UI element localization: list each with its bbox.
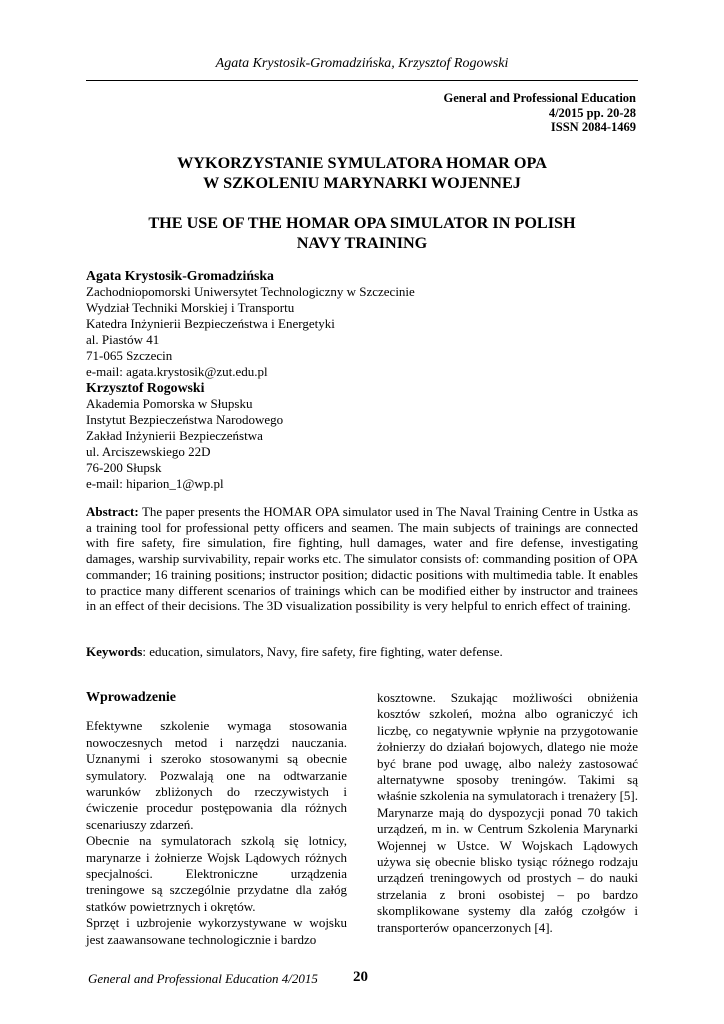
- author-name: Agata Krystosik-Gromadzińska: [86, 268, 274, 283]
- affiliation-line: Katedra Inżynierii Bezpieczeństwa i Energetyki: [86, 316, 335, 331]
- body-column-right: [377, 690, 638, 936]
- body-column-left: [86, 690, 347, 948]
- address-line: 76-200 Słupsk: [86, 460, 162, 475]
- address-line: ul. Arciszewskiego 22D: [86, 444, 211, 459]
- affiliation-line: Instytut Bezpieczeństwa Narodowego: [86, 412, 284, 427]
- author-block-1: [86, 268, 638, 380]
- paragraph: Efektywne szkolenie wymaga stosowania nowoczesnych metod i narzędzi nauczania. Uznanymi i szeroko stosowanymi są obecnie symulatory. Pozwalają one na odtwarzanie warunków zbliżonych do rzeczywistych i ćwiczenie procedur postępowania dla różnych scenariuszy zdarzeń.: [86, 718, 347, 832]
- journal-info: [444, 91, 637, 135]
- address-line: al. Piastów 41: [86, 332, 160, 347]
- footer-journal: General and Professional Education 4/2015: [88, 971, 318, 986]
- header-rule: [86, 80, 638, 81]
- affiliation-line: Zachodniopomorski Uniwersytet Technologiczny w Szczecinie: [86, 284, 415, 299]
- email-link[interactable]: e-mail: hiparion_1@wp.pl: [86, 476, 224, 491]
- journal-issue: 4/2015 pp. 20-28: [548, 105, 636, 120]
- english-title: THE USE OF THE HOMAR OPA SIMULATOR IN POLISH NAVY TRAINING: [148, 214, 576, 252]
- abstract: [86, 504, 638, 614]
- abstract-text: The paper presents the HOMAR OPA simulator used in The Naval Training Centre in Ustka as a training tool for professional petty officers and seamen. The main subjects of trainings are connected with fire safety, fire simulation, fire fighting, hull damages, water and fire defense, investigating damages, warship survivability, repair works etc. The simulator consists of: commanding position of OPA commander; 16 training positions; instructor position; didactic positions with multimedia table. It enables to practice many different scenarios of trainings which can be modified either by instructor and trainees in an effect of their decisions. The 3D visualization possibility is very helpful to enrich effect of training.: [86, 504, 639, 614]
- author-name: Krzysztof Rogowski: [86, 380, 205, 395]
- author-block-2: [86, 380, 638, 492]
- keywords-label: Keywords: [86, 644, 143, 659]
- affiliation-line: Wydział Techniki Morskiej i Transportu: [86, 300, 295, 315]
- email-link[interactable]: e-mail: agata.krystosik@zut.edu.pl: [86, 364, 268, 379]
- paragraph: kosztowne. Szukając możliwości obniżenia kosztów szkoleń, można albo ograniczyć ich liczbę, co negatywnie wpłynie na przygotowanie żołnierzy do działań bojowych, dlatego nie może być brane pod uwagę, albo należy zastosować alternatywne sposoby treningów. Takimi są właśnie szkolenia na symulatorach i trenażery [5].: [377, 690, 638, 804]
- affiliation-line: Akademia Pomorska w Słupsku: [86, 396, 253, 411]
- paragraph: Obecnie na symulatorach szkolą się lotnicy, marynarze i żołnierze Wojsk Lądowych różnych specjalności. Elektroniczne urządzenia treningowe są szczególnie przydatne dla załóg statków powietrznych i okrętów.: [86, 833, 347, 914]
- journal-issn: ISSN 2084-1469: [550, 120, 636, 134]
- keywords-text: : education, simulators, Navy, fire safety, fire fighting, water defense.: [142, 644, 503, 659]
- running-head: Agata Krystosik-Gromadzińska, Krzysztof Rogowski: [215, 56, 509, 71]
- address-line: 71-065 Szczecin: [86, 348, 173, 363]
- paragraph: Marynarze mają do dyspozycji ponad 70 takich urządzeń, m in. w Centrum Szkolenia Marynarki Wojennej w Ustce. W Wojskach Lądowych używa się obecnie blisko tysiąc różnego rodzaju urządzeń treningowych od prostych – do nauki strzelania z broni osobistej – po bardzo skomplikowane systemy dla załóg czołgów i transporterów opancerzonych [4].: [377, 804, 638, 935]
- journal-name: General and Professional Education: [443, 91, 636, 105]
- page-number: 20: [353, 969, 368, 985]
- abstract-label: Abstract:: [86, 504, 139, 519]
- affiliation-line: Zakład Inżynierii Bezpieczeństwa: [86, 428, 263, 443]
- paragraph: Sprzęt i uzbrojenie wykorzystywane w wojsku jest zaawansowane technologicznie i bardzo: [86, 915, 347, 947]
- polish-title: WYKORZYSTANIE SYMULATORA HOMAR OPA W SZKOLENIU MARYNARKI WOJENNEJ: [177, 154, 547, 192]
- section-heading: Wprowadzenie: [86, 690, 176, 705]
- keywords: [86, 644, 638, 660]
